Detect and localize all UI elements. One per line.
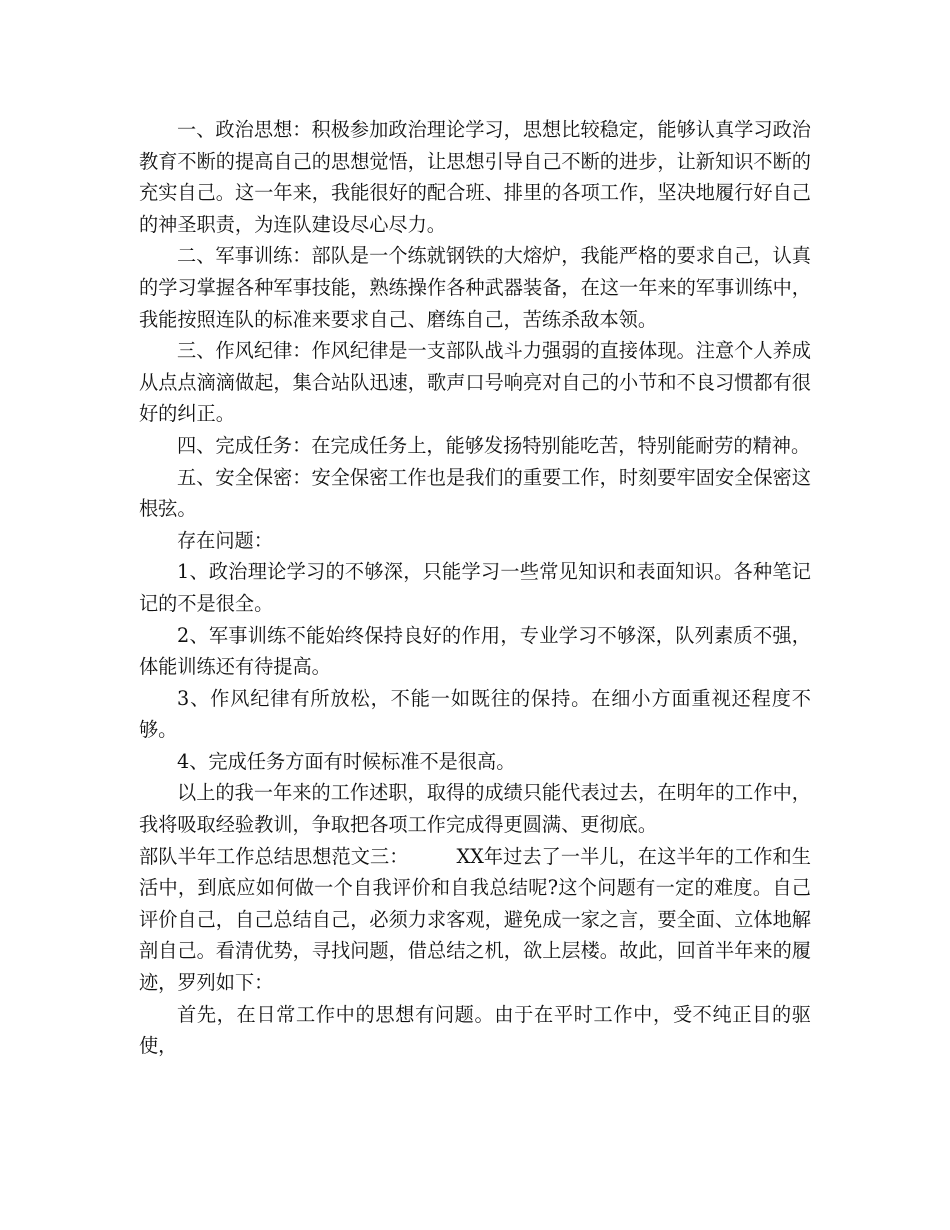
paragraph-problem-1: 1、政治理论学习的不够深，只能学习一些常见知识和表面知识。各种笔记记的不是很全。 xyxy=(139,560,811,615)
paragraph-problem-4: 4、完成任务方面有时候标准不是很高。 xyxy=(177,749,516,773)
paragraph-political-thought: 一、政治思想：积极参加政治理论学习，思想比较稳定，能够认真学习政治教育不断的提高自己的思想觉悟，让思想引导自己不断的进步，让新知识不断的充实自己。这一年来，我能很好的配合班、排里的各项工作，坚决地履行好自己的神圣职责，为连队建设尽心尽力。 xyxy=(139,118,811,236)
paragraph-problems-heading: 存在问题： xyxy=(177,528,273,552)
section-heading: 部队半年工作总结思想范文三： xyxy=(139,844,409,868)
paragraph-conclusion: 以上的我一年来的工作述职，取得的成绩只能代表过去，在明年的工作中，我将吸取经验教训，争取把各项工作完成得更圆满、更彻底。 xyxy=(139,781,811,837)
paragraph-discipline: 三、作风纪律：作风纪律是一支部队战斗力强弱的直接体现。注意个人养成从点点滴滴做起，集合站队迅速，歌声口号响亮对自己的小节和不良习惯都有很好的纠正。 xyxy=(139,339,811,426)
paragraph-first-point: 首先，在日常工作中的思想有问题。由于在平时工作中，受不纯正目的驱使， xyxy=(139,1002,811,1058)
paragraph-military-training: 二、军事训练：部队是一个练就钢铁的大熔炉，我能严格的要求自己，认真的学习掌握各种军事技能，熟练操作各种武器装备，在这一年来的军事训练中，我能按照连队的标准来要求自己、磨练自己，苦练杀敌本领。 xyxy=(139,244,811,331)
document-body xyxy=(139,114,811,1062)
paragraph-problem-3: 3、作风纪律有所放松，不能一如既往的保持。在细小方面重视还程度不够。 xyxy=(139,686,811,742)
section-first-text: XX年过去了一半儿，在这半年的工作和生活中，到底应如何做一个自我评价和自我总结呢?这个问题有一定的难度。自己评价自己，自己总结自己，必须力求客观，避免成一家之言，要全面、立体地解剖自己。看清优势，寻找问题，借总结之机，欲上层楼。故此，回首半年来的履迹，罗列如下： xyxy=(139,844,811,995)
paragraph-problem-2: 2、军事训练不能始终保持良好的作用，专业学习不够深，队列素质不强，体能训练还有待提高。 xyxy=(139,623,811,679)
paragraph-security: 五、安全保密：安全保密工作也是我们的重要工作，时刻要牢固安全保密这根弦。 xyxy=(139,465,811,521)
paragraph-section-three xyxy=(139,841,811,999)
paragraph-tasks: 四、完成任务：在完成任务上，能够发扬特别能吃苦，特别能耐劳的精神。 xyxy=(177,433,811,457)
